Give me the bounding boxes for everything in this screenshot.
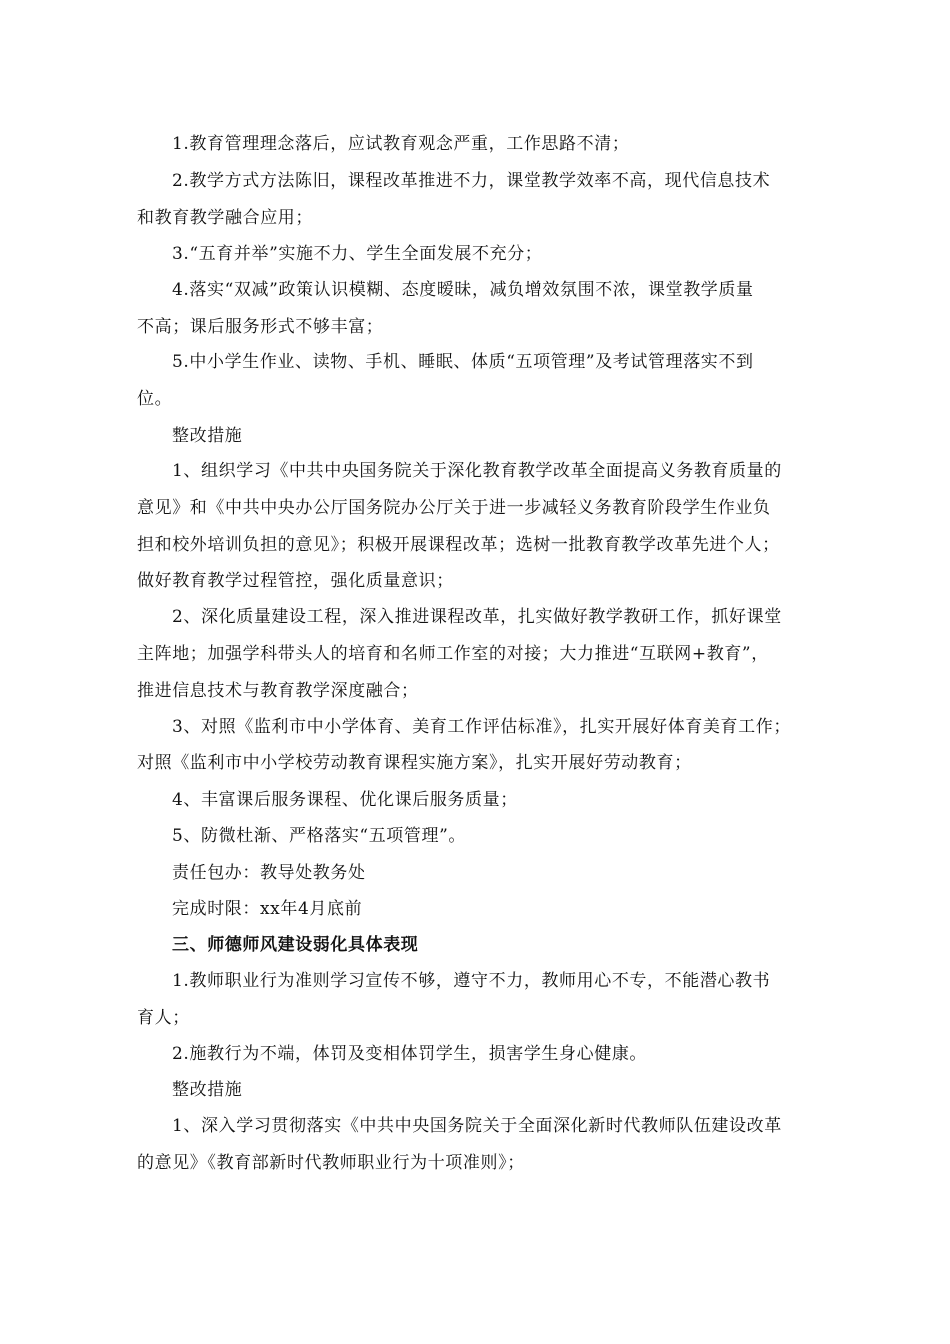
- text-line: 1.教师职业行为准则学习宣传不够，遵守不力，教师用心不专，不能潜心教书: [172, 971, 771, 991]
- text-line: 做好教育教学过程管控，强化质量意识；: [137, 571, 454, 591]
- text-line: 3.“五育并举”实施不力、学生全面发展不充分；: [172, 244, 543, 264]
- section-heading: 整改措施: [172, 426, 243, 446]
- text-line: 5、防微杜渐、严格落实“五项管理”。: [172, 826, 466, 846]
- text-line: 2.教学方式方法陈旧，课程改革推进不力，课堂教学效率不高，现代信息技术: [172, 171, 771, 191]
- text-line: 意见》和《中共中央办公厅国务院办公厅关于进一步减轻义务教育阶段学生作业负: [137, 498, 771, 518]
- text-line: 育人；: [137, 1008, 190, 1028]
- section-title: 三、师德师风建设弱化具体表现: [172, 935, 419, 955]
- deadline-line: 完成时限：xx年4月底前: [172, 899, 363, 919]
- text-line: 位。: [137, 389, 173, 409]
- text-line: 4、丰富课后服务课程、优化课后服务质量；: [172, 790, 518, 810]
- text-line: 1、组织学习《中共中央国务院关于深化教育教学改革全面提高义务教育质量的: [172, 461, 782, 481]
- text-line: 和教育教学融合应用；: [137, 208, 313, 228]
- text-line: 2、深化质量建设工程，深入推进课程改革，扎实做好教学教研工作，抓好课堂: [172, 607, 782, 627]
- text-line: 主阵地；加强学科带头人的培育和名师工作室的对接；大力推进“互联网+教育”，: [137, 644, 769, 664]
- text-line: 3、对照《监利市中小学体育、美育工作评估标准》，扎实开展好体育美育工作；: [172, 717, 791, 737]
- text-line: 5.中小学生作业、读物、手机、睡眠、体质“五项管理”及考试管理落实不到: [172, 352, 754, 372]
- text-line: 的意见》《教育部新时代教师职业行为十项准则》；: [137, 1153, 525, 1173]
- text-line: 担和校外培训负担的意见》；积极开展课程改革；选树一批教育教学改革先进个人；: [137, 535, 780, 555]
- section-heading: 整改措施: [172, 1080, 243, 1100]
- responsible-line: 责任包办：教导处教务处: [172, 863, 366, 883]
- text-line: 4.落实“双减”政策认识模糊、态度暧昧，减负增效氛围不浓，课堂教学质量: [172, 280, 754, 300]
- text-line: 不高；课后服务形式不够丰富；: [137, 317, 384, 337]
- text-line: 2.施教行为不端，体罚及变相体罚学生，损害学生身心健康。: [172, 1044, 648, 1064]
- text-line: 对照《监利市中小学校劳动教育课程实施方案》，扎实开展好劳动教育；: [137, 753, 692, 773]
- text-line: 1、深入学习贯彻落实《中共中央国务院关于全面深化新时代教师队伍建设改革: [172, 1116, 782, 1136]
- text-line: 1.教育管理理念落后，应试教育观念严重，工作思路不清；: [172, 134, 630, 154]
- text-line: 推进信息技术与教育教学深度融合；: [137, 681, 419, 701]
